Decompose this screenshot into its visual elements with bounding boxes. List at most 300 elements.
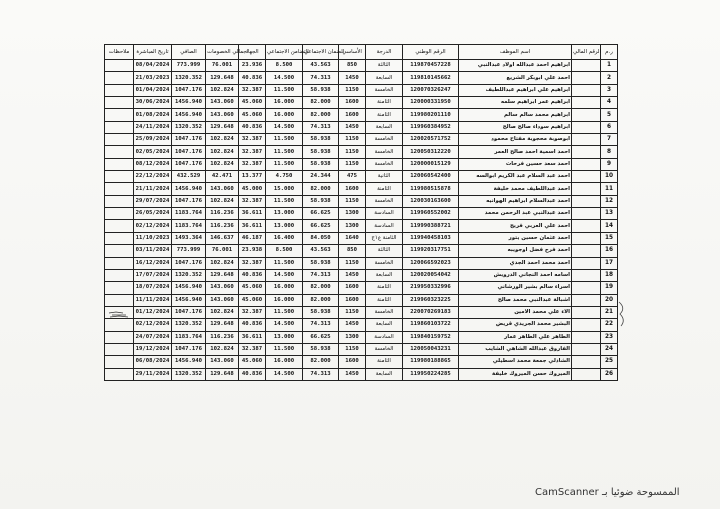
cell-financial-no xyxy=(572,121,601,133)
cell-grade: الخامسة xyxy=(366,343,403,355)
cell-total-deductions: 129.648 xyxy=(206,368,239,380)
cell-social: 74.313 xyxy=(303,319,339,331)
cell-financial-no xyxy=(572,294,601,306)
cell-basic: 1450 xyxy=(339,269,366,281)
cell-start-date: 18/07/2024 xyxy=(134,282,172,294)
cell-name: ابراهيم محمد سالم سالم xyxy=(459,109,572,121)
cell-grade: السابعة xyxy=(366,319,403,331)
cell-basic: 850 xyxy=(339,245,366,257)
cell-grade: الخامسة xyxy=(366,257,403,269)
table-row xyxy=(105,208,618,220)
cell-total-deductions: 42.471 xyxy=(206,171,239,183)
cell-basic: 1450 xyxy=(339,368,366,380)
cell-jihad: 23.938 xyxy=(239,245,266,257)
table-row xyxy=(105,72,618,84)
cell-net: 1047.176 xyxy=(172,84,206,96)
cell-net: 1047.176 xyxy=(172,343,206,355)
cell-grade: السابعة xyxy=(366,269,403,281)
table-row xyxy=(105,134,618,146)
cell-notes xyxy=(105,97,134,109)
cell-social: 43.563 xyxy=(303,245,339,257)
header-social: الضمان الاجتماعي xyxy=(303,45,339,60)
cell-name: ابراهيم احمد عبدالله اولاد عبدالنبي xyxy=(459,60,572,72)
cell-jihad: 40.836 xyxy=(239,319,266,331)
cell-name: الاء علي محمد الامين xyxy=(459,306,572,318)
cell-jihad: 32.387 xyxy=(239,146,266,158)
table-row xyxy=(105,109,618,121)
cell-basic: 1600 xyxy=(339,294,366,306)
cell-financial-no xyxy=(572,146,601,158)
cell-solidarity: 11.500 xyxy=(266,306,303,318)
cell-financial-no xyxy=(572,306,601,318)
cell-name: احمد عبدالنبي عبد الرحمن محمد xyxy=(459,208,572,220)
header-solidarity: التضامن الاجتماعي xyxy=(266,45,303,60)
cell-seq: 8 xyxy=(601,146,618,158)
cell-total-deductions: 129.648 xyxy=(206,269,239,281)
header-net: الصافي xyxy=(172,45,206,60)
cell-notes xyxy=(105,245,134,257)
cell-jihad: 45.060 xyxy=(239,356,266,368)
table-row xyxy=(105,121,618,133)
cell-start-date: 01/08/2024 xyxy=(134,109,172,121)
cell-basic: 1150 xyxy=(339,343,366,355)
cell-grade: الثامنة ع١ج xyxy=(366,232,403,244)
cell-notes xyxy=(105,220,134,232)
cell-jihad: 40.836 xyxy=(239,269,266,281)
cell-basic: 1150 xyxy=(339,257,366,269)
cell-notes xyxy=(105,121,134,133)
cell-notes xyxy=(105,171,134,183)
cell-national-id: 120020571752 xyxy=(403,134,459,146)
cell-start-date: 01/12/2024 xyxy=(134,306,172,318)
cell-seq: 13 xyxy=(601,208,618,220)
cell-basic: 1150 xyxy=(339,306,366,318)
cell-financial-no xyxy=(572,257,601,269)
cell-solidarity: 16.000 xyxy=(266,282,303,294)
cell-seq: 26 xyxy=(601,368,618,380)
cell-basic: 475 xyxy=(339,171,366,183)
cell-seq: 12 xyxy=(601,195,618,207)
cell-start-date: 08/12/2024 xyxy=(134,158,172,170)
header-jihad: الجهاد xyxy=(239,45,266,60)
cell-total-deductions: 102.824 xyxy=(206,343,239,355)
cell-financial-no xyxy=(572,60,601,72)
cell-notes xyxy=(105,319,134,331)
cell-total-deductions: 76.001 xyxy=(206,60,239,72)
cell-social: 74.313 xyxy=(303,269,339,281)
cell-basic: 1150 xyxy=(339,158,366,170)
cell-grade: الثالثة xyxy=(366,245,403,257)
cell-total-deductions: 146.637 xyxy=(206,232,239,244)
cell-national-id: 119840159752 xyxy=(403,331,459,343)
cell-name: الشاذلي جمعة محمد اسطيلي xyxy=(459,356,572,368)
cell-seq: 5 xyxy=(601,109,618,121)
cell-total-deductions: 143.060 xyxy=(206,282,239,294)
header-basic: الأساسي xyxy=(339,45,366,60)
cell-solidarity: 11.500 xyxy=(266,195,303,207)
cell-name: احمد علي ابوبكر الشريع xyxy=(459,72,572,84)
table-header-row xyxy=(105,45,618,60)
table-row xyxy=(105,97,618,109)
cell-jihad: 32.387 xyxy=(239,257,266,269)
cell-solidarity: 13.000 xyxy=(266,220,303,232)
cell-name: احمد فرج فضل اوجويبه xyxy=(459,245,572,257)
cell-financial-no xyxy=(572,331,601,343)
table-row xyxy=(105,343,618,355)
table-row xyxy=(105,306,618,318)
cell-notes xyxy=(105,356,134,368)
cell-seq: 3 xyxy=(601,84,618,96)
cell-social: 74.313 xyxy=(303,72,339,84)
cell-notes xyxy=(105,158,134,170)
cell-national-id: 119980201110 xyxy=(403,109,459,121)
cell-net: 1320.352 xyxy=(172,121,206,133)
cell-net: 1456.940 xyxy=(172,183,206,195)
table-row xyxy=(105,319,618,331)
cell-social: 58.938 xyxy=(303,146,339,158)
cell-financial-no xyxy=(572,368,601,380)
cell-social: 58.938 xyxy=(303,343,339,355)
employee-table xyxy=(104,44,618,381)
table-row xyxy=(105,356,618,368)
cell-total-deductions: 102.824 xyxy=(206,195,239,207)
cell-seq: 22 xyxy=(601,319,618,331)
cell-social: 58.938 xyxy=(303,134,339,146)
cell-national-id: 119810145662 xyxy=(403,72,459,84)
cell-national-id: 119980515878 xyxy=(403,183,459,195)
cell-social: 84.050 xyxy=(303,232,339,244)
cell-start-date: 02/05/2024 xyxy=(134,146,172,158)
cell-national-id: 219960323225 xyxy=(403,294,459,306)
cell-jihad: 32.387 xyxy=(239,158,266,170)
cell-grade: الثامنة xyxy=(366,282,403,294)
cell-total-deductions: 129.648 xyxy=(206,72,239,84)
cell-total-deductions: 143.060 xyxy=(206,294,239,306)
cell-social: 66.625 xyxy=(303,208,339,220)
cell-net: 1320.352 xyxy=(172,368,206,380)
cell-social: 82.000 xyxy=(303,183,339,195)
cell-total-deductions: 102.824 xyxy=(206,158,239,170)
cell-basic: 1600 xyxy=(339,109,366,121)
cell-notes xyxy=(105,232,134,244)
cell-social: 74.313 xyxy=(303,121,339,133)
cell-net: 1183.764 xyxy=(172,331,206,343)
cell-notes xyxy=(105,109,134,121)
cell-total-deductions: 102.824 xyxy=(206,146,239,158)
cell-net: 1493.364 xyxy=(172,232,206,244)
cell-basic: 1150 xyxy=(339,84,366,96)
cell-jihad: 40.836 xyxy=(239,72,266,84)
cell-name: ابوصوبة محجوبة مفتاح محمود xyxy=(459,134,572,146)
cell-financial-no xyxy=(572,158,601,170)
table-row xyxy=(105,331,618,343)
cell-jihad: 32.387 xyxy=(239,306,266,318)
cell-name: اسراء سالم بشير الورشاني xyxy=(459,282,572,294)
table-row xyxy=(105,195,618,207)
cell-basic: 1150 xyxy=(339,134,366,146)
cell-social: 82.000 xyxy=(303,97,339,109)
cell-national-id: 120050312220 xyxy=(403,146,459,158)
cell-seq: 6 xyxy=(601,121,618,133)
cell-notes xyxy=(105,294,134,306)
cell-net: 1456.940 xyxy=(172,97,206,109)
cell-seq: 7 xyxy=(601,134,618,146)
cell-grade: الثامنة xyxy=(366,97,403,109)
header-name: اسم الموظف xyxy=(459,45,572,60)
cell-financial-no xyxy=(572,208,601,220)
table-row xyxy=(105,368,618,380)
cell-social: 58.938 xyxy=(303,195,339,207)
cell-solidarity: 14.500 xyxy=(266,121,303,133)
cell-name: اسامه احمد النجاني الدرويش xyxy=(459,269,572,281)
cell-jihad: 32.387 xyxy=(239,134,266,146)
cell-social: 82.000 xyxy=(303,282,339,294)
cell-jihad: 36.611 xyxy=(239,208,266,220)
cell-basic: 1600 xyxy=(339,282,366,294)
cell-national-id: 220070269183 xyxy=(403,306,459,318)
cell-seq: 17 xyxy=(601,257,618,269)
cell-social: 66.625 xyxy=(303,331,339,343)
cell-national-id: 120070326247 xyxy=(403,84,459,96)
header-grade: الدرجة xyxy=(366,45,403,60)
table-row xyxy=(105,183,618,195)
cell-financial-no xyxy=(572,171,601,183)
cell-basic: 1150 xyxy=(339,146,366,158)
cell-total-deductions: 76.001 xyxy=(206,245,239,257)
table-row xyxy=(105,282,618,294)
cell-seq: 1 xyxy=(601,60,618,72)
cell-grade: الثامنة xyxy=(366,294,403,306)
cell-solidarity: 8.500 xyxy=(266,245,303,257)
cell-start-date: 21/11/2024 xyxy=(134,183,172,195)
cell-total-deductions: 143.060 xyxy=(206,109,239,121)
cell-grade: الخامسة xyxy=(366,84,403,96)
cell-notes xyxy=(105,72,134,84)
cell-start-date: 17/07/2024 xyxy=(134,269,172,281)
cell-solidarity: 14.500 xyxy=(266,319,303,331)
header-financial-no: الرقم المالي xyxy=(572,45,601,60)
cell-notes xyxy=(105,60,134,72)
cell-financial-no xyxy=(572,220,601,232)
cell-financial-no xyxy=(572,195,601,207)
cell-national-id: 120000331950 xyxy=(403,97,459,109)
cell-jihad: 32.387 xyxy=(239,84,266,96)
header-seq: ر.م xyxy=(601,45,618,60)
cell-net: 1320.352 xyxy=(172,319,206,331)
cell-jihad: 45.060 xyxy=(239,97,266,109)
cell-national-id: 119950224285 xyxy=(403,368,459,380)
cell-seq: 10 xyxy=(601,171,618,183)
cell-net: 1456.940 xyxy=(172,282,206,294)
cell-name: احمد عبداللطيف محمد خليفة xyxy=(459,183,572,195)
cell-national-id: 219950332996 xyxy=(403,282,459,294)
cell-name: احمد عبد السلام عبد الكريم ابوالسه xyxy=(459,171,572,183)
cell-financial-no xyxy=(572,84,601,96)
handwritten-mark xyxy=(108,310,130,320)
cell-grade: الخامسة xyxy=(366,195,403,207)
cell-financial-no xyxy=(572,356,601,368)
cell-financial-no xyxy=(572,269,601,281)
cell-net: 1183.764 xyxy=(172,208,206,220)
cell-jihad: 13.377 xyxy=(239,171,266,183)
cell-name: احمد علي العربي فريج xyxy=(459,220,572,232)
cell-name: احمد عثمان حسين يتور xyxy=(459,232,572,244)
cell-start-date: 19/12/2024 xyxy=(134,343,172,355)
cell-basic: 1600 xyxy=(339,183,366,195)
cell-start-date: 21/03/2023 xyxy=(134,72,172,84)
cell-basic: 1300 xyxy=(339,208,366,220)
cell-solidarity: 16.000 xyxy=(266,356,303,368)
cell-net: 1047.176 xyxy=(172,195,206,207)
cell-national-id: 119960552002 xyxy=(403,208,459,220)
cell-solidarity: 13.000 xyxy=(266,331,303,343)
cell-jihad: 36.611 xyxy=(239,331,266,343)
cell-national-id: 120030163600 xyxy=(403,195,459,207)
cell-start-date: 30/06/2024 xyxy=(134,97,172,109)
table-row xyxy=(105,158,618,170)
cell-start-date: 16/12/2024 xyxy=(134,257,172,269)
cell-basic: 1450 xyxy=(339,72,366,84)
cell-notes xyxy=(105,84,134,96)
cell-national-id: 120050043231 xyxy=(403,343,459,355)
cell-grade: الثامنة xyxy=(366,183,403,195)
cell-national-id: 119870457228 xyxy=(403,60,459,72)
cell-seq: 11 xyxy=(601,183,618,195)
cell-start-date: 25/09/2024 xyxy=(134,134,172,146)
cell-total-deductions: 102.824 xyxy=(206,257,239,269)
table-row xyxy=(105,60,618,72)
cell-seq: 24 xyxy=(601,343,618,355)
cell-name: احمد محمد احمد الجدي xyxy=(459,257,572,269)
cell-net: 1047.176 xyxy=(172,306,206,318)
cell-solidarity: 13.000 xyxy=(266,208,303,220)
cell-name: احمد سعد حسين فرحات xyxy=(459,158,572,170)
cell-seq: 20 xyxy=(601,294,618,306)
cell-social: 82.000 xyxy=(303,294,339,306)
header-total-deductions: اجمالي الخصومات xyxy=(206,45,239,60)
cell-notes xyxy=(105,134,134,146)
cell-total-deductions: 129.648 xyxy=(206,319,239,331)
cell-start-date: 01/04/2024 xyxy=(134,84,172,96)
cell-basic: 1450 xyxy=(339,319,366,331)
cell-solidarity: 14.500 xyxy=(266,368,303,380)
cell-jihad: 45.000 xyxy=(239,183,266,195)
cell-basic: 1600 xyxy=(339,97,366,109)
table-row xyxy=(105,84,618,96)
cell-jihad: 45.060 xyxy=(239,109,266,121)
cell-financial-no xyxy=(572,282,601,294)
cell-jihad: 32.387 xyxy=(239,195,266,207)
cell-basic: 1450 xyxy=(339,121,366,133)
cell-solidarity: 11.500 xyxy=(266,84,303,96)
cell-total-deductions: 129.648 xyxy=(206,121,239,133)
cell-social: 58.938 xyxy=(303,84,339,96)
cell-notes xyxy=(105,208,134,220)
cell-financial-no xyxy=(572,232,601,244)
cell-financial-no xyxy=(572,72,601,84)
cell-net: 1047.176 xyxy=(172,158,206,170)
cell-national-id: 120000015129 xyxy=(403,158,459,170)
cell-total-deductions: 143.060 xyxy=(206,97,239,109)
table-row xyxy=(105,171,618,183)
cell-seq: 14 xyxy=(601,220,618,232)
cell-solidarity: 11.500 xyxy=(266,158,303,170)
cell-solidarity: 11.500 xyxy=(266,343,303,355)
cell-total-deductions: 116.236 xyxy=(206,208,239,220)
cell-total-deductions: 143.060 xyxy=(206,183,239,195)
cell-seq: 21 xyxy=(601,306,618,318)
cell-net: 1456.940 xyxy=(172,356,206,368)
cell-name: ابراهيم سوداء صالح صالح xyxy=(459,121,572,133)
cell-start-date: 08/04/2024 xyxy=(134,60,172,72)
cell-social: 58.938 xyxy=(303,158,339,170)
cell-grade: الخامسة xyxy=(366,158,403,170)
cell-solidarity: 16.000 xyxy=(266,294,303,306)
margin-scribble xyxy=(616,300,630,328)
cell-notes xyxy=(105,146,134,158)
cell-start-date: 11/10/2023 xyxy=(134,232,172,244)
cell-basic: 1600 xyxy=(339,356,366,368)
cell-solidarity: 15.000 xyxy=(266,183,303,195)
cell-start-date: 02/12/2024 xyxy=(134,319,172,331)
table-row xyxy=(105,232,618,244)
cell-national-id: 119920317751 xyxy=(403,245,459,257)
cell-financial-no xyxy=(572,183,601,195)
cell-start-date: 06/08/2024 xyxy=(134,356,172,368)
cell-total-deductions: 102.824 xyxy=(206,84,239,96)
cell-notes xyxy=(105,183,134,195)
cell-solidarity: 4.750 xyxy=(266,171,303,183)
cell-solidarity: 14.500 xyxy=(266,72,303,84)
cell-seq: 18 xyxy=(601,269,618,281)
cell-solidarity: 16.000 xyxy=(266,97,303,109)
cell-basic: 1300 xyxy=(339,331,366,343)
cell-jihad: 45.060 xyxy=(239,294,266,306)
cell-name: ابراهيم علي ابراهيم عبداللطيف xyxy=(459,84,572,96)
cell-notes xyxy=(105,282,134,294)
cell-seq: 9 xyxy=(601,158,618,170)
cell-start-date: 29/07/2024 xyxy=(134,195,172,207)
table-row xyxy=(105,294,618,306)
cell-jihad: 32.387 xyxy=(239,343,266,355)
table-body xyxy=(105,60,618,381)
cell-grade: الثامنة xyxy=(366,356,403,368)
cell-name: الطاهر علي الطاهر عمار xyxy=(459,331,572,343)
cell-total-deductions: 116.236 xyxy=(206,220,239,232)
cell-financial-no xyxy=(572,343,601,355)
cell-social: 74.313 xyxy=(303,368,339,380)
table-row xyxy=(105,146,618,158)
cell-social: 82.000 xyxy=(303,356,339,368)
header-national-id: الرقم الوطني xyxy=(403,45,459,60)
cell-net: 1456.940 xyxy=(172,294,206,306)
cell-start-date: 03/11/2024 xyxy=(134,245,172,257)
cell-grade: الثالثة xyxy=(366,60,403,72)
cell-seq: 23 xyxy=(601,331,618,343)
cell-seq: 2 xyxy=(601,72,618,84)
cell-grade: السابعة xyxy=(366,72,403,84)
cell-national-id: 119940458103 xyxy=(403,232,459,244)
cell-solidarity: 14.500 xyxy=(266,269,303,281)
cell-total-deductions: 102.824 xyxy=(206,134,239,146)
cell-seq: 15 xyxy=(601,232,618,244)
cell-basic: 1640 xyxy=(339,232,366,244)
cell-jihad: 45.060 xyxy=(239,282,266,294)
cell-basic: 1150 xyxy=(339,195,366,207)
cell-grade: السابعة xyxy=(366,368,403,380)
cell-name: الميروك حسن الميروك خليفة xyxy=(459,368,572,380)
cell-financial-no xyxy=(572,134,601,146)
